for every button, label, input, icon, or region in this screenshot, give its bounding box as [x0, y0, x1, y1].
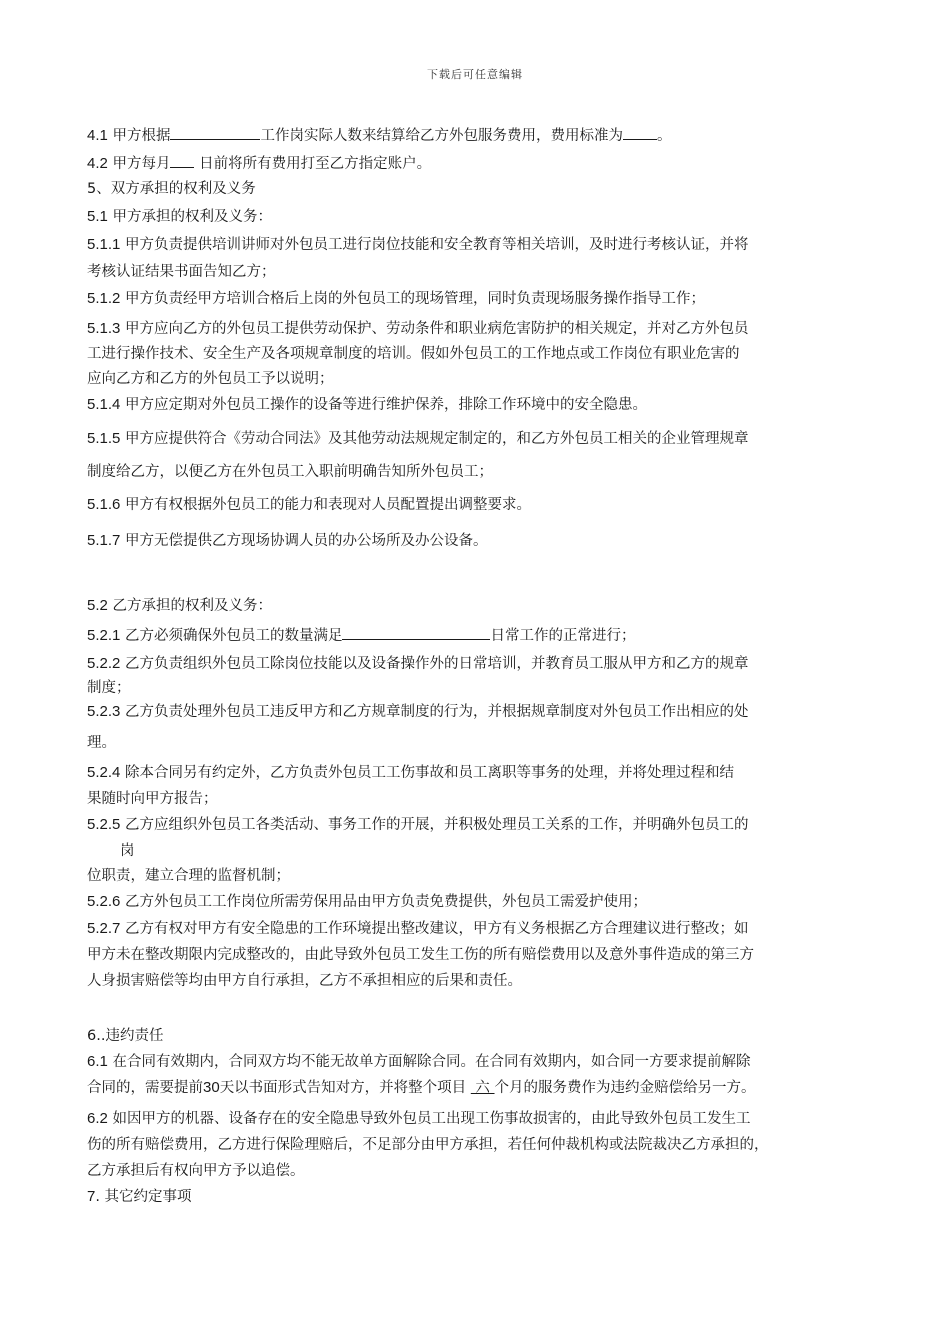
text-line [87, 946, 754, 964]
clause-text: 天以书面形式告知对方，并将整个项目 [219, 1080, 467, 1096]
clause-text: 乙方负责处理外包员工违反甲方和乙方规章制度的行为，并根据规章制度对外包员工作出相应的处 [124, 704, 749, 720]
days-value: 30 [203, 1079, 220, 1096]
clause-text: 乙方有权对甲方有安全隐患的工作环境提出整改建议，甲方有义务根据乙方合理建议进行整改；如 [124, 921, 749, 937]
clause-number: 4.2 [87, 155, 108, 172]
text-line [87, 920, 748, 938]
clause-text: 甲方每月 [112, 156, 171, 172]
text-line [120, 842, 135, 860]
clause-text: . 其它约定事项 [95, 1189, 192, 1205]
clause-text: 甲方负责提供培训讲师对外包员工进行岗位技能和安全教育等相关培训，及时进行考核认证，并将 [124, 237, 749, 253]
text-line [87, 396, 647, 414]
clause-number: 5.2.2 [87, 655, 121, 672]
clause-number: 5.2.6 [87, 893, 121, 910]
text-line [87, 152, 431, 173]
text-line [87, 816, 748, 834]
clause-text: 日前将所有费用打至乙方指定账户。 [199, 156, 432, 172]
fill-blank [170, 152, 194, 168]
clause-text: 乙方应组织外包员工各类活动、事务工作的开展，并积极处理员工关系的工作，并明确外包员工的 [124, 817, 749, 833]
clause-number: 7 [87, 1188, 96, 1205]
text-line [87, 790, 218, 808]
clause-text: 应向乙方和乙方的外包员工予以说明； [87, 371, 334, 387]
clause-number: 5.2.5 [87, 816, 121, 833]
text-line [87, 1188, 192, 1206]
clause-text: 乙方外包员工工作岗位所需劳保用品由甲方负责免费提供，外包员工需爱护使用； [124, 894, 647, 910]
clause-text: 果随时向甲方报告； [87, 791, 218, 807]
clause-text: 工作岗实际人数来结算给乙方外包服务费用，费用标准为 [260, 128, 623, 144]
clause-number: 5.2.1 [87, 627, 121, 644]
clause-text: 甲方负责经甲方培训合格后上岗的外包员工的现场管理，同时负责现场服务操作指导工作； [124, 291, 705, 307]
clause-text: 。 [656, 128, 672, 144]
text-line [87, 867, 290, 885]
clause-text: 乙方承担后有权向甲方予以追偿。 [87, 1163, 305, 1179]
fill-blank [170, 124, 260, 140]
clause-text: 日常工作的正常进行； [490, 628, 636, 644]
clause-number: 5.1.6 [87, 496, 121, 513]
clause-number: 5.1.7 [87, 532, 121, 549]
text-line [87, 679, 131, 697]
clause-number: 6.1 [87, 1053, 108, 1070]
fill-blank [342, 624, 490, 640]
clause-text: 甲方承担的权利及义务： [112, 209, 272, 225]
clause-text: 乙方承担的权利及义务： [112, 598, 272, 614]
clause-number: 4.1 [87, 127, 108, 144]
clause-text: 甲方应定期对外包员工操作的设备等进行维护保养，排除工作环境中的安全隐患。 [124, 397, 647, 413]
clause-number: 6.2 [87, 1110, 108, 1127]
clause-text: 如因甲方的机器、设备存在的安全隐患导致外包员工出现工伤事故损害的，由此导致外包员工发生工 [112, 1111, 751, 1127]
text-line [87, 463, 493, 481]
clause-number: 5.1.3 [87, 320, 121, 337]
text-line [87, 1136, 769, 1154]
clause-text: 5、双方承担的权利及义务 [87, 181, 256, 197]
text-line [87, 624, 635, 645]
clause-number: 5.1.1 [87, 236, 121, 253]
clause-number: 5.1.2 [87, 290, 121, 307]
text-line [87, 496, 531, 514]
clause-text: 除本合同另有约定外，乙方负责外包员工工伤事故和员工离职等事务的处理，并将处理过程和结 [124, 765, 734, 781]
clause-text: 人身损害赔偿等均由甲方自行承担，乙方不承担相应的后果和责任。 [87, 973, 522, 989]
clause-number: 5.2.7 [87, 920, 121, 937]
text-line [87, 345, 740, 363]
text-line [87, 1079, 756, 1097]
text-line [87, 1162, 305, 1180]
text-line [87, 1053, 750, 1071]
clause-text: 6..违约责任 [87, 1028, 164, 1044]
clause-number: 5.2.3 [87, 703, 121, 720]
clause-text: 合同的，需要提前 [87, 1080, 203, 1096]
clause-text: 甲方有权根据外包员工的能力和表现对人员配置提出调整要求。 [124, 497, 531, 513]
clause-text: 岗 [120, 843, 135, 859]
clause-text: 位职责，建立合理的监督机制； [87, 868, 290, 884]
clause-number: 5.2.4 [87, 764, 121, 781]
clause-text: 个月的服务费作为违约金赔偿给另一方。 [494, 1080, 756, 1096]
text-line [87, 893, 647, 911]
text-line [87, 764, 734, 782]
text-line [87, 972, 522, 990]
clause-number: 5.1 [87, 208, 108, 225]
text-line [87, 320, 748, 338]
clause-number: 5.1.5 [87, 430, 121, 447]
text-line [87, 370, 334, 388]
text-line [87, 734, 116, 752]
clause-text: 甲方应向乙方的外包员工提供劳动保护、劳动条件和职业病危害防护的相关规定，并对乙方外包员 [124, 321, 749, 337]
clause-text: 甲方根据 [112, 128, 171, 144]
text-line [87, 290, 705, 308]
clause-text: 甲方未在整改期限内完成整改的，由此导致外包员工发生工伤的所有赔偿费用以及意外事件造成的第三方 [87, 947, 754, 963]
page-header: 下载后可任意编辑 [427, 68, 523, 81]
clause-text: 乙方必须确保外包员工的数量满足 [124, 628, 343, 644]
text-line [87, 703, 748, 721]
text-line [87, 655, 748, 673]
text-line [87, 430, 748, 448]
clause-text: 甲方应提供符合《劳动合同法》及其他劳动法规规定制定的，和乙方外包员工相关的企业管理规章 [124, 431, 749, 447]
text-line [87, 1027, 163, 1045]
clause-text: 伤的所有赔偿费用，乙方进行保险理赔后，不足部分由甲方承担，若任何仲裁机构或法院裁决乙方承担的， [87, 1137, 769, 1153]
clause-text: 甲方无偿提供乙方现场协调人员的办公场所及办公设备。 [124, 533, 488, 549]
clause-text: 乙方负责组织外包员工除岗位技能以及设备操作外的日常培训，并教育员工服从甲方和乙方的规章 [124, 656, 749, 672]
text-line [87, 263, 276, 281]
clause-text: 在合同有效期内，合同双方均不能无故单方面解除合同。在合同有效期内，如合同一方要求提前解除 [112, 1054, 751, 1070]
clause-number: 5.1.4 [87, 396, 121, 413]
text-line [87, 236, 748, 254]
clause-text: 制度给乙方，以便乙方在外包员工入职前明确告知所外包员工； [87, 464, 493, 480]
text-line [87, 1110, 750, 1128]
months-value: 六 [470, 1080, 495, 1096]
clause-text: 考核认证结果书面告知乙方； [87, 264, 276, 280]
text-line [87, 180, 256, 198]
clause-number: 5.2 [87, 597, 108, 614]
fill-blank [623, 124, 657, 140]
clause-text: 工进行操作技术、安全生产及各项规章制度的培训。假如外包员工的工作地点或工作岗位有职业危害的 [87, 346, 740, 362]
text-line [87, 597, 272, 615]
text-line [87, 532, 487, 550]
text-line [87, 124, 671, 145]
clause-text: 制度； [87, 680, 131, 696]
clause-text: 理。 [87, 735, 116, 751]
text-line [87, 208, 272, 226]
